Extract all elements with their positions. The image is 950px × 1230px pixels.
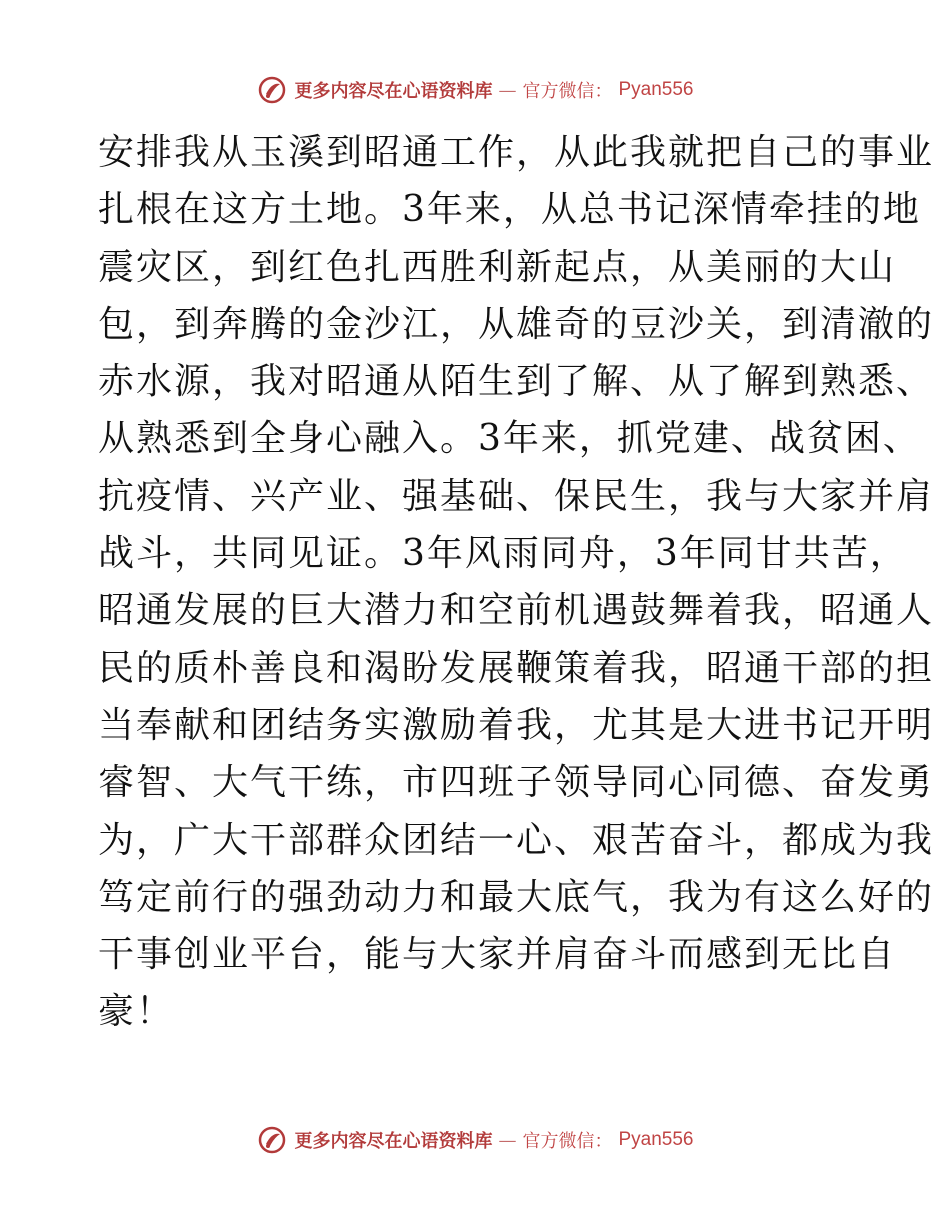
text-line: 干事创业平台，能与大家并肩奋斗而感到无比自 — [98, 934, 897, 976]
text-line: 民的质朴善良和渴盼发展鞭策着我，昭通干部的担 — [98, 647, 935, 689]
text-line: 安排我从玉溪到昭通工作，从此我就把自己的事业 — [98, 132, 935, 173]
text-line: 豪！ — [98, 991, 175, 1033]
watermark-id: Pyan556 — [618, 79, 694, 100]
text-line: 笃定前行的强劲动力和最大底气，我为有这么好的 — [98, 876, 935, 918]
text-line: 从熟悉到全身心融入。3年来，抓党建、战贫困、 — [98, 418, 921, 460]
text-line: 赤水源，我对昭通从陌生到了解、从了解到熟悉、 — [98, 361, 935, 403]
watermark-separator: — — [498, 1129, 517, 1151]
text-line: 睿智、大气干练，市四班子领导同心同德、奋发勇 — [98, 762, 935, 804]
watermark-label: 官方微信： — [522, 81, 613, 102]
text-line: 抗疫情、兴产业、强基础、保民生，我与大家并肩 — [98, 475, 935, 517]
text-line: 震灾区，到红色扎西胜利新起点，从美丽的大山 — [98, 246, 897, 288]
text-line: 为，广大干部群众团结一心、艰苦奋斗，都成为我 — [98, 819, 935, 861]
watermark-separator: — — [498, 79, 517, 101]
text-line: 昭通发展的巨大潜力和空前机遇鼓舞着我，昭通人 — [98, 590, 935, 632]
text-line: 当奉献和团结务实激励着我，尤其是大进书记开明 — [98, 704, 935, 746]
watermark-label: 官方微信： — [522, 1131, 613, 1152]
text-line: 包，到奔腾的金沙江，从雄奇的豆沙关，到清澈的 — [98, 303, 935, 345]
watermark-main-text: 更多内容尽在心语资料库 — [294, 1131, 493, 1152]
watermark-id: Pyan556 — [618, 1129, 694, 1150]
watermark-main-text: 更多内容尽在心语资料库 — [294, 81, 493, 102]
header-watermark — [0, 70, 950, 110]
body-text — [98, 124, 935, 1041]
logo-icon — [256, 74, 288, 106]
text-line: 扎根在这方土地。3年来，从总书记深情牵挂的地 — [98, 189, 921, 231]
footer-watermark — [0, 1120, 950, 1160]
text-line: 战斗，共同见证。3年风雨同舟，3年同甘共苦， — [98, 533, 908, 575]
logo-icon — [256, 1124, 288, 1156]
